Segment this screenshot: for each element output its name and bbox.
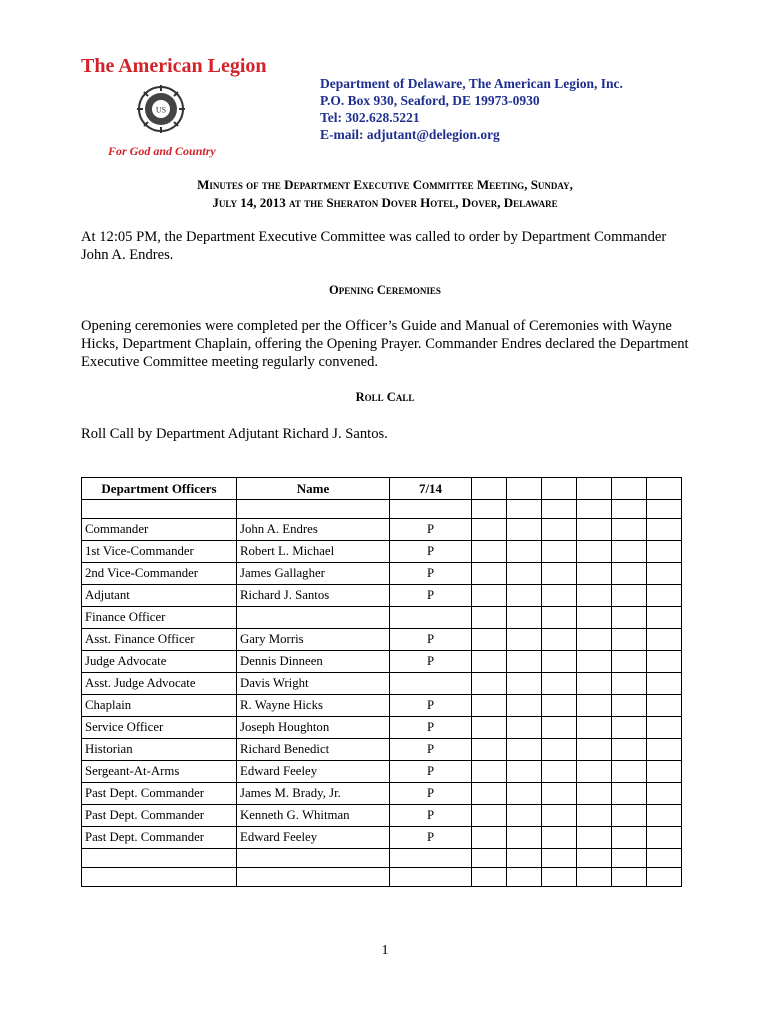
name-cell: John A. Endres [237,519,390,541]
contact-line: P.O. Box 930, Seaford, DE 19973-0930 [320,93,540,108]
officer-cell: Service Officer [82,717,237,739]
table-row [82,651,682,673]
attendance-cell: P [390,519,472,541]
officer-cell: Past Dept. Commander [82,827,237,849]
officer-cell: Chaplain [82,695,237,717]
table-row [82,761,682,783]
document-title [0,176,770,212]
attendance-cell [390,607,472,629]
contact-line: Tel: 302.628.5221 [320,110,420,125]
name-cell: Edward Feeley [237,827,390,849]
page-number: 1 [381,943,389,958]
header-name: Name [237,478,390,500]
table-row [82,585,682,607]
officer-cell: Asst. Judge Advocate [82,673,237,695]
name-cell: James Gallagher [237,563,390,585]
contact-email: E-mail: adjutant@delegion.org [320,127,500,142]
name-cell: Richard J. Santos [237,585,390,607]
attendance-cell: P [390,805,472,827]
name-cell: Dennis Dinneen [237,651,390,673]
svg-text:US: US [155,105,167,115]
name-cell: Edward Feeley [237,761,390,783]
table-row [82,695,682,717]
name-cell: Richard Benedict [237,739,390,761]
opening-ceremonies-heading: Opening Ceremonies [329,283,441,297]
attendance-cell: P [390,761,472,783]
name-cell: Gary Morris [237,629,390,651]
name-cell: Kenneth G. Whitman [237,805,390,827]
roll-call-table [81,477,682,887]
table-row [82,541,682,563]
table-row [82,519,682,541]
attendance-cell [390,673,472,695]
table-header-row [82,478,682,500]
officer-cell: Finance Officer [82,607,237,629]
table-row [82,805,682,827]
organization-name: The American Legion [81,55,267,77]
motto: For God and Country [108,144,216,158]
table-row [82,827,682,849]
attendance-cell: P [390,585,472,607]
officer-cell: Historian [82,739,237,761]
attendance-cell: P [390,563,472,585]
officer-cell: Asst. Finance Officer [82,629,237,651]
name-cell: R. Wayne Hicks [237,695,390,717]
attendance-cell: P [390,783,472,805]
name-cell: Robert L. Michael [237,541,390,563]
name-cell [237,607,390,629]
table-row [82,673,682,695]
name-cell: Davis Wright [237,673,390,695]
contact-line: Department of Delaware, The American Legion, Inc. [320,76,623,91]
table-row [82,500,682,519]
table-row [82,783,682,805]
roll-call-paragraph: Roll Call by Department Adjutant Richard J. Santos. [81,426,388,442]
table-row [82,849,682,868]
attendance-cell: P [390,651,472,673]
table-row [82,868,682,887]
name-cell: Joseph Houghton [237,717,390,739]
table-row [82,563,682,585]
attendance-cell: P [390,739,472,761]
officer-cell: Past Dept. Commander [82,805,237,827]
attendance-cell: P [390,717,472,739]
contact-block [320,75,623,143]
header-date: 7/14 [390,478,472,500]
officer-cell: 2nd Vice-Commander [82,563,237,585]
table-row [82,607,682,629]
table-row [82,739,682,761]
officer-cell: Past Dept. Commander [82,783,237,805]
roll-call-heading: Roll Call [355,390,415,404]
opening-paragraph: Opening ceremonies were completed per the Officer’s Guide and Manual of Ceremonies with Wayne Hicks, Department Chaplain, offering the Opening Prayer. Commander Endres declared the Department Executive Committee meeting regularly convened. [81,318,689,370]
officer-cell: Adjutant [82,585,237,607]
officer-cell: Commander [82,519,237,541]
attendance-cell: P [390,629,472,651]
attendance-cell: P [390,827,472,849]
officer-cell: Judge Advocate [82,651,237,673]
name-cell: James M. Brady, Jr. [237,783,390,805]
table-row [82,717,682,739]
legion-emblem-icon [136,84,186,134]
title-line: Minutes of the Department Executive Committee Meeting, Sunday, [197,177,573,192]
officer-cell: 1st Vice-Commander [82,541,237,563]
header-department-officers: Department Officers [82,478,237,500]
intro-paragraph: At 12:05 PM, the Department Executive Committee was called to order by Department Commander John A. Endres. [81,229,667,263]
officer-cell: Sergeant-At-Arms [82,761,237,783]
attendance-cell: P [390,541,472,563]
table-row [82,629,682,651]
title-line: July 14, 2013 at the Sheraton Dover Hotel, Dover, Delaware [212,195,558,210]
attendance-cell: P [390,695,472,717]
